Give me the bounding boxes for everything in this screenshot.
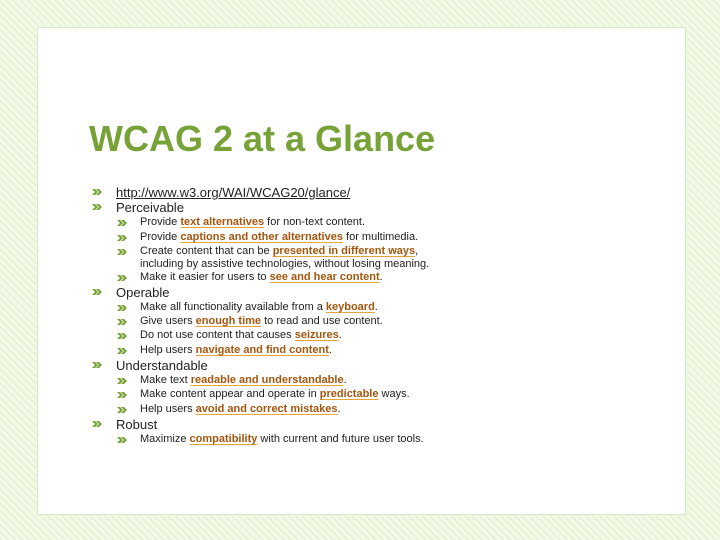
list-item-url [116, 185, 350, 200]
see-hear-content-link[interactable]: see and hear content [269, 271, 380, 283]
section-heading-label: Operable [116, 285, 170, 300]
enough-time-link[interactable]: enough time [195, 315, 262, 327]
item-text: . [337, 403, 341, 415]
section-heading-label: Understandable [116, 358, 208, 373]
list-item [140, 231, 418, 243]
text-alternatives-link[interactable]: text alternatives [180, 216, 265, 228]
arrow-chevron-bullet-icon [117, 318, 127, 326]
item-text: , [415, 245, 419, 257]
arrow-chevron-bullet-icon [117, 304, 127, 312]
arrow-chevron-bullet-icon [117, 391, 127, 399]
item-text: for multimedia. [342, 231, 419, 243]
arrow-chevron-bullet-icon [92, 420, 102, 428]
seizures-link[interactable]: seizures [294, 329, 339, 341]
readable-link[interactable]: readable and understandable [190, 374, 344, 386]
arrow-chevron-bullet-icon [92, 361, 102, 369]
predictable-link[interactable]: predictable [319, 388, 379, 400]
navigate-find-content-link[interactable]: navigate and find content [195, 344, 329, 356]
section-heading-operable [116, 285, 169, 300]
section-heading-label: Perceivable [116, 200, 184, 215]
item-text: Do not use content that causes [140, 329, 295, 341]
arrow-chevron-bullet-icon [117, 347, 127, 355]
item-text-continued: including by assistive technologies, without losing meaning. [140, 258, 430, 270]
arrow-chevron-bullet-icon [92, 288, 102, 296]
section-heading-robust [116, 417, 157, 432]
list-item [140, 344, 332, 356]
item-text: Make content appear and operate in [140, 388, 320, 400]
keyboard-link[interactable]: keyboard [325, 301, 375, 313]
item-text: . [328, 344, 332, 356]
arrow-chevron-bullet-icon [117, 248, 127, 256]
section-heading-perceivable [116, 200, 184, 215]
arrow-chevron-bullet-icon [92, 203, 102, 211]
arrow-chevron-bullet-icon [117, 406, 127, 414]
item-text: Create content that can be [140, 245, 273, 257]
item-text: . [338, 329, 342, 341]
item-text: with current and future user tools. [257, 433, 424, 445]
item-text: Make it easier for users to [140, 271, 270, 283]
presented-different-ways-link[interactable]: presented in different ways [272, 245, 416, 257]
section-heading-understandable [116, 358, 208, 373]
item-text: for non-text content. [264, 216, 366, 228]
avoid-correct-mistakes-link[interactable]: avoid and correct mistakes [195, 403, 338, 415]
item-text: Make text [140, 374, 191, 386]
arrow-chevron-bullet-icon [117, 219, 127, 227]
list-item [140, 433, 424, 445]
item-text: . [379, 271, 383, 283]
compatibility-link[interactable]: compatibility [189, 433, 258, 445]
arrow-chevron-bullet-icon [117, 332, 127, 340]
list-item [140, 388, 410, 400]
item-text: . [374, 301, 378, 313]
list-item [140, 216, 365, 228]
list-item [140, 315, 383, 327]
list-item [140, 245, 429, 271]
list-item [140, 271, 383, 283]
item-text: Provide [140, 216, 181, 228]
arrow-chevron-bullet-icon [117, 436, 127, 444]
item-text: Provide [140, 231, 181, 243]
arrow-chevron-bullet-icon [117, 234, 127, 242]
list-item [140, 374, 347, 386]
slide-title: WCAG 2 at a Glance [89, 118, 436, 159]
arrow-chevron-bullet-icon [117, 274, 127, 282]
list-item [140, 329, 342, 341]
glance-url-link[interactable]: http://www.w3.org/WAI/WCAG20/glance/ [116, 185, 351, 200]
arrow-chevron-bullet-icon [117, 377, 127, 385]
arrow-chevron-bullet-icon [92, 188, 102, 196]
item-text: . [343, 374, 347, 386]
item-text: to read and use content. [261, 315, 383, 327]
item-text: Give users [140, 315, 196, 327]
item-text: Help users [140, 344, 196, 356]
section-heading-label: Robust [116, 417, 158, 432]
item-text: Maximize [140, 433, 190, 445]
item-text: ways. [378, 388, 410, 400]
item-text: Help users [140, 403, 196, 415]
captions-link[interactable]: captions and other alternatives [180, 231, 343, 243]
list-item [140, 403, 341, 415]
item-text: Make all functionality available from a [140, 301, 326, 313]
list-item [140, 301, 378, 313]
